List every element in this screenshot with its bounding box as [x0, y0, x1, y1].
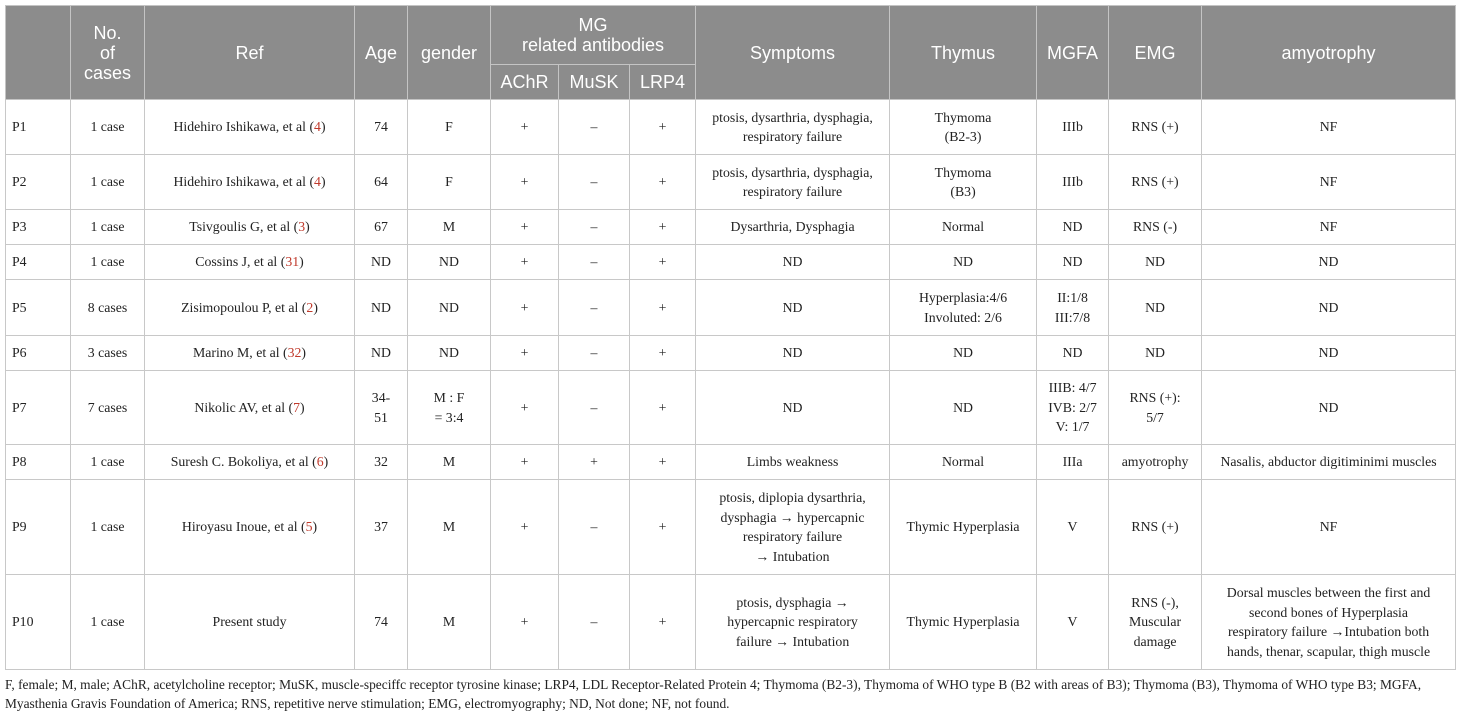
cell-musk: –	[559, 210, 630, 245]
cell-mgfa: IIIb	[1037, 155, 1109, 210]
cell-mgfa: II:1/8 III:7/8	[1037, 280, 1109, 336]
header-id	[6, 6, 71, 100]
cell-lrp4: +	[630, 336, 696, 371]
ref-end: )	[323, 454, 329, 470]
cell-emg: ND	[1109, 280, 1202, 336]
cell-ref	[145, 336, 355, 371]
cell-cases: 3 cases	[71, 336, 145, 371]
cell-gender: M : F = 3:4	[408, 371, 491, 445]
cell-lrp4: +	[630, 575, 696, 670]
ref-end: )	[312, 519, 318, 535]
cell-emg: amyotrophy	[1109, 445, 1202, 480]
cell-thymus: Normal	[890, 210, 1037, 245]
cell-id: P10	[6, 575, 71, 670]
table-footnote: F, female; M, male; AChR, acetylcholine receptor; MuSK, muscle-speciffc receptor tyrosine kinase; LRP4, LDL Receptor-Related Protein 4; Thymoma (B2-3), Thymoma of WHO type B (B2 with areas of B3); Thymoma (B3), Thymoma of WHO type B3; MGFA, Myasthenia Gravis Foundation of America; RNS, repetitive nerve stimulation; EMG, electromyography; ND, Not done; NF, not found.	[5, 677, 1422, 711]
table-row	[6, 280, 1456, 336]
cell-achr: +	[491, 155, 559, 210]
cell-musk: +	[559, 445, 630, 480]
ref-text: Nikolic AV, et al (	[194, 399, 294, 415]
comparison-table	[5, 5, 1456, 670]
reference-link[interactable]: 4	[314, 119, 321, 135]
cell-ref	[145, 445, 355, 480]
cell-age: ND	[355, 245, 408, 280]
cell-musk: –	[559, 280, 630, 336]
cell-symptoms: ptosis, dysphagia → hypercapnic respiratory failure → Intubation	[696, 575, 890, 670]
ref-text: Tsivgoulis G, et al (	[189, 219, 299, 235]
cell-id: P7	[6, 371, 71, 445]
cell-age: ND	[355, 336, 408, 371]
cell-thymus: Normal	[890, 445, 1037, 480]
cell-musk: –	[559, 245, 630, 280]
cell-thymus: Thymic Hyperplasia	[890, 480, 1037, 575]
table-container	[5, 5, 1455, 670]
cell-achr: +	[491, 336, 559, 371]
cell-amyotrophy: Nasalis, abductor digitiminimi muscles	[1202, 445, 1456, 480]
cell-age: 37	[355, 480, 408, 575]
reference-link[interactable]: 4	[314, 174, 321, 190]
cell-age: 32	[355, 445, 408, 480]
cell-emg: RNS (-), Muscular damage	[1109, 575, 1202, 670]
cell-emg: RNS (-)	[1109, 210, 1202, 245]
header-amyotrophy: amyotrophy	[1202, 6, 1456, 100]
cell-musk: –	[559, 480, 630, 575]
reference-link[interactable]: 6	[316, 454, 324, 470]
table-row	[6, 445, 1456, 480]
cell-mgfa: IIIB: 4/7 IVB: 2/7 V: 1/7	[1037, 371, 1109, 445]
cell-mgfa: ND	[1037, 245, 1109, 280]
table-row	[6, 336, 1456, 371]
reference-link[interactable]: 7	[293, 399, 301, 415]
cell-cases: 1 case	[71, 445, 145, 480]
cell-ref	[145, 155, 355, 210]
header-musk: MuSK	[559, 65, 630, 100]
cell-age: 74	[355, 575, 408, 670]
reference-link[interactable]: 31	[285, 254, 300, 270]
cell-amyotrophy: NF	[1202, 155, 1456, 210]
cell-gender: M	[408, 445, 491, 480]
cell-id: P4	[6, 245, 71, 280]
cell-amyotrophy: NF	[1202, 480, 1456, 575]
cell-ref	[145, 100, 355, 155]
table-row	[6, 100, 1456, 155]
ref-end: )	[299, 254, 304, 270]
cell-symptoms: ND	[696, 245, 890, 280]
ref-end: )	[313, 299, 318, 315]
cell-symptoms: Dysarthria, Dysphagia	[696, 210, 890, 245]
cell-achr: +	[491, 371, 559, 445]
cell-symptoms: ptosis, dysarthria, dysphagia, respiratory failure	[696, 100, 890, 155]
cell-thymus: Hyperplasia:4/6 Involuted: 2/6	[890, 280, 1037, 336]
cell-cases: 1 case	[71, 210, 145, 245]
ref-text: Marino M, et al (	[192, 345, 288, 361]
cell-cases: 1 case	[71, 480, 145, 575]
cell-age: 64	[355, 155, 408, 210]
cell-mgfa: IIIa	[1037, 445, 1109, 480]
ref-end: )	[300, 399, 305, 415]
header-ref: Ref	[145, 6, 355, 100]
cell-mgfa: ND	[1037, 336, 1109, 371]
cell-gender: F	[408, 100, 491, 155]
cell-symptoms: ND	[696, 336, 890, 371]
cell-ref	[145, 210, 355, 245]
cell-age: 74	[355, 100, 408, 155]
header-emg: EMG	[1109, 6, 1202, 100]
header-achr: AChR	[491, 65, 559, 100]
cell-emg: RNS (+): 5/7	[1109, 371, 1202, 445]
cell-lrp4: +	[630, 210, 696, 245]
cell-id: P6	[6, 336, 71, 371]
cell-mgfa: V	[1037, 480, 1109, 575]
cell-thymus: ND	[890, 336, 1037, 371]
table-row	[6, 245, 1456, 280]
table-header	[6, 6, 1456, 100]
cell-thymus: ND	[890, 371, 1037, 445]
cell-achr: +	[491, 210, 559, 245]
cell-age: 67	[355, 210, 408, 245]
cell-emg: RNS (+)	[1109, 100, 1202, 155]
header-cases: No. of cases	[71, 6, 145, 100]
header-gender: gender	[408, 6, 491, 100]
cell-emg: RNS (+)	[1109, 480, 1202, 575]
cell-musk: –	[559, 155, 630, 210]
table-row	[6, 575, 1456, 670]
cell-musk: –	[559, 575, 630, 670]
cell-musk: –	[559, 336, 630, 371]
cell-symptoms: Limbs weakness	[696, 445, 890, 480]
cell-ref	[145, 280, 355, 336]
header-thymus: Thymus	[890, 6, 1037, 100]
ref-text: Zisimopoulou P, et al (	[181, 299, 307, 315]
cell-age: 34- 51	[355, 371, 408, 445]
header-age: Age	[355, 6, 408, 100]
cell-gender: ND	[408, 336, 491, 371]
table-row	[6, 155, 1456, 210]
cell-id: P2	[6, 155, 71, 210]
table-body	[6, 100, 1456, 670]
cell-achr: +	[491, 575, 559, 670]
cell-amyotrophy: ND	[1202, 245, 1456, 280]
cell-achr: +	[491, 445, 559, 480]
cell-mgfa: IIIb	[1037, 100, 1109, 155]
cell-cases: 7 cases	[71, 371, 145, 445]
cell-achr: +	[491, 245, 559, 280]
cell-gender: ND	[408, 245, 491, 280]
ref-end: )	[305, 219, 310, 235]
header-lrp4: LRP4	[630, 65, 696, 100]
cell-mgfa: V	[1037, 575, 1109, 670]
cell-lrp4: +	[630, 155, 696, 210]
cell-cases: 8 cases	[71, 280, 145, 336]
header-mgfa: MGFA	[1037, 6, 1109, 100]
ref-text: Hidehiro Ishikawa, et al (	[173, 174, 315, 190]
cell-symptoms: ptosis, dysarthria, dysphagia, respiratory failure	[696, 155, 890, 210]
reference-link[interactable]: 32	[287, 345, 302, 361]
cell-gender: M	[408, 575, 491, 670]
table-row	[6, 480, 1456, 575]
cell-cases: 1 case	[71, 155, 145, 210]
cell-cases: 1 case	[71, 100, 145, 155]
cell-thymus: Thymic Hyperplasia	[890, 575, 1037, 670]
table-row	[6, 210, 1456, 245]
cell-id: P1	[6, 100, 71, 155]
cell-id: P5	[6, 280, 71, 336]
cell-ref	[145, 480, 355, 575]
cell-lrp4: +	[630, 280, 696, 336]
cell-amyotrophy: NF	[1202, 210, 1456, 245]
cell-ref	[145, 245, 355, 280]
cell-symptoms: ND	[696, 371, 890, 445]
cell-achr: +	[491, 100, 559, 155]
cell-mgfa: ND	[1037, 210, 1109, 245]
cell-lrp4: +	[630, 245, 696, 280]
cell-amyotrophy: Dorsal muscles between the first and second bones of Hyperplasia respiratory failure →Intubation both hands, thenar, scapular, thigh muscle	[1202, 575, 1456, 670]
ref-text: Cossins J, et al (	[195, 254, 286, 270]
ref-text: Suresh C. Bokoliya, et al (	[170, 454, 317, 470]
ref-text: Hiroyasu Inoue, et al (	[181, 519, 306, 535]
cell-emg: ND	[1109, 245, 1202, 280]
cell-amyotrophy: ND	[1202, 371, 1456, 445]
cell-thymus: Thymoma (B2-3)	[890, 100, 1037, 155]
cell-ref	[145, 371, 355, 445]
reference-link[interactable]: 5	[305, 519, 313, 535]
ref-end: )	[320, 119, 326, 135]
cell-lrp4: +	[630, 445, 696, 480]
cell-symptoms: ptosis, diplopia dysarthria, dysphagia → hypercapnic respiratory failure → Intubation	[696, 480, 890, 575]
cell-cases: 1 case	[71, 245, 145, 280]
cell-achr: +	[491, 280, 559, 336]
cell-symptoms: ND	[696, 280, 890, 336]
cell-age: ND	[355, 280, 408, 336]
cell-achr: +	[491, 480, 559, 575]
header-antibodies: MG related antibodies	[491, 6, 696, 65]
cell-musk: –	[559, 371, 630, 445]
cell-thymus: ND	[890, 245, 1037, 280]
cell-amyotrophy: ND	[1202, 336, 1456, 371]
cell-ref	[145, 575, 355, 670]
cell-gender: M	[408, 210, 491, 245]
cell-emg: ND	[1109, 336, 1202, 371]
ref-text: Present study	[212, 614, 287, 630]
cell-gender: F	[408, 155, 491, 210]
cell-lrp4: +	[630, 371, 696, 445]
cell-musk: –	[559, 100, 630, 155]
cell-gender: ND	[408, 280, 491, 336]
ref-end: )	[320, 174, 326, 190]
reference-link[interactable]: 2	[306, 299, 314, 315]
table-row	[6, 371, 1456, 445]
cell-amyotrophy: ND	[1202, 280, 1456, 336]
cell-cases: 1 case	[71, 575, 145, 670]
cell-emg: RNS (+)	[1109, 155, 1202, 210]
cell-id: P9	[6, 480, 71, 575]
cell-id: P3	[6, 210, 71, 245]
cell-thymus: Thymoma (B3)	[890, 155, 1037, 210]
ref-end: )	[301, 345, 307, 361]
header-symptoms: Symptoms	[696, 6, 890, 100]
reference-link[interactable]: 3	[298, 219, 306, 235]
cell-amyotrophy: NF	[1202, 100, 1456, 155]
cell-lrp4: +	[630, 100, 696, 155]
cell-gender: M	[408, 480, 491, 575]
ref-text: Hidehiro Ishikawa, et al (	[173, 119, 315, 135]
cell-lrp4: +	[630, 480, 696, 575]
cell-id: P8	[6, 445, 71, 480]
